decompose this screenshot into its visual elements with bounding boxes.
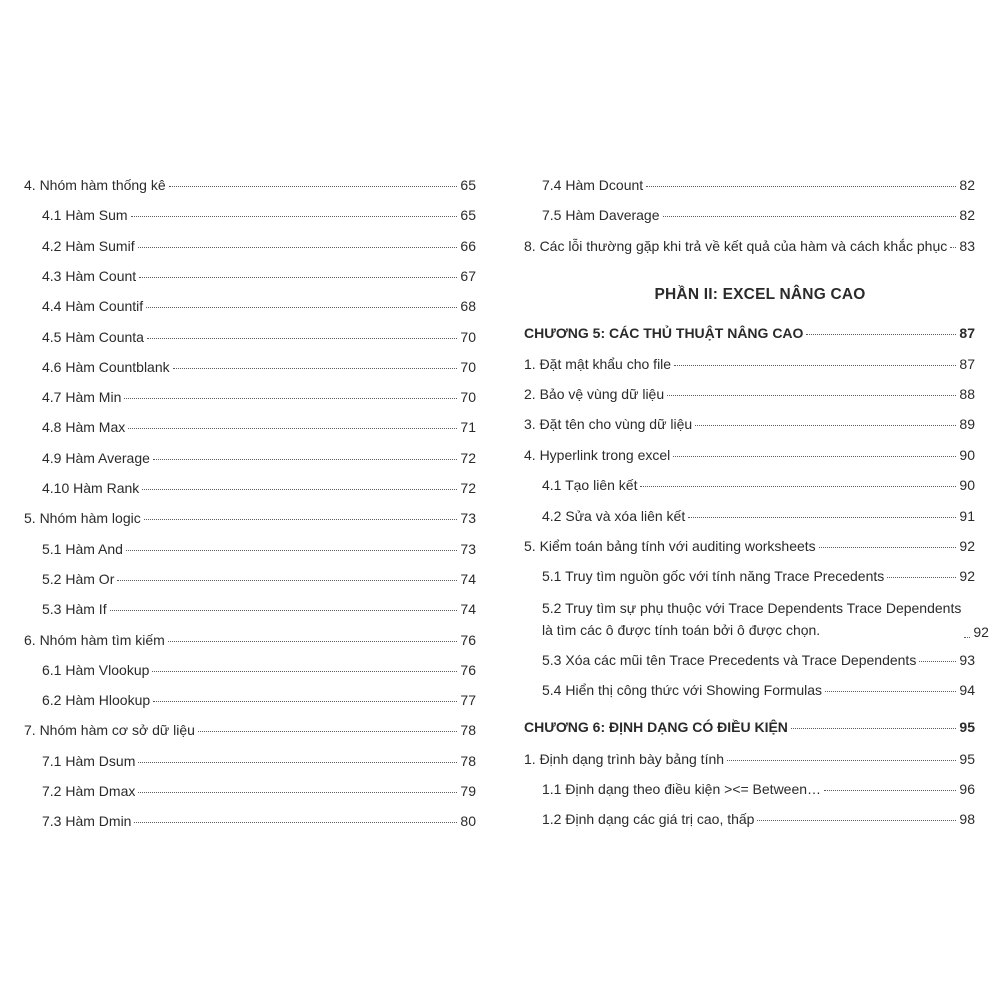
toc-page-number: 80 [460,813,476,830]
toc-page-number: 73 [460,540,476,557]
toc-entry [524,415,975,433]
toc-entry-label: 7.2 Hàm Dmax [42,783,136,799]
toc-entry-label: 1.1 Định dạng theo điều kiện ><= Between… [542,781,822,797]
toc-entry-label: 4. Hyperlink trong excel [524,447,671,463]
toc-entry-label: 1. Định dạng trình bày bảng tính [524,751,725,767]
dot-leader [152,670,457,672]
toc-entry [542,176,975,194]
dot-leader [695,424,956,426]
dot-leader [147,337,457,339]
dot-leader [919,660,956,662]
toc-chapter-entry [524,718,975,736]
toc-entry [42,418,476,436]
toc-entry [24,721,476,739]
toc-entry-label-line: là tìm các ô được tính toán bởi ô được chọn. [542,622,821,638]
toc-entry [42,479,476,497]
dot-leader [153,700,457,702]
toc-entry [42,328,476,346]
dot-leader [139,276,457,278]
toc-entry-label: 4.6 Hàm Countblank [42,358,170,375]
dot-leader [198,730,458,732]
toc-entry-label: 5.3 Xóa các mũi tên Trace Precedents và Trace Dependents [542,652,917,668]
dot-leader [950,246,956,248]
dot-leader [663,215,957,217]
toc-entry [42,782,476,800]
toc-entry-label: 4.9 Hàm Average [42,449,150,466]
toc-page-number: 71 [460,419,476,436]
dot-leader [128,427,457,429]
toc-entry-label: 7.3 Hàm Dmin [42,813,132,830]
toc-page-number: 78 [460,752,476,769]
toc-entry [542,651,975,669]
toc-page-number: 96 [959,781,975,797]
toc-page-number: 78 [460,722,476,739]
toc-page-number: 88 [959,386,975,402]
toc-page-number: 76 [460,661,476,678]
toc-entry-label: 8. Các lỗi thường gặp khi trả về kết quả của hàm và cách khắc phục [524,238,948,254]
toc-page-number: 92 [959,568,975,584]
toc-entry [42,661,476,679]
toc-entry-label: 3. Đặt tên cho vùng dữ liệu [524,416,693,432]
toc-entry-label: 4.3 Hàm Count [42,267,137,284]
toc-page-number: 82 [959,207,975,223]
toc-page-number: 95 [959,751,975,767]
toc-page-number: 79 [460,783,476,799]
toc-entry-label: 4.8 Hàm Max [42,419,126,436]
dot-leader [131,215,458,217]
toc-entry [42,388,476,406]
toc-entry-label: 1.2 Định dạng các giá trị cao, thấp [542,811,755,827]
toc-entry [524,750,975,768]
dot-leader [144,518,458,520]
toc-entry [524,237,975,255]
dot-leader [727,759,956,761]
toc-entry-label: 4. Nhóm hàm thống kê [24,177,166,193]
dot-leader [806,333,956,335]
toc-entry-label: 5.3 Hàm If [42,601,107,618]
toc-entry-label: 7.5 Hàm Daverage [542,207,660,223]
toc-entry [42,449,476,467]
toc-page-number: 90 [959,477,975,493]
toc-entry-label: 4.1 Tạo liên kết [542,477,638,493]
toc-page-number: 98 [959,811,975,827]
toc-entry-label: 6.2 Hàm Hlookup [42,692,151,709]
dot-leader [138,761,457,763]
toc-entry-label: 4.5 Hàm Counta [42,328,144,345]
dot-leader [688,516,956,518]
toc-entry-label: CHƯƠNG 6: ĐỊNH DẠNG CÓ ĐIỀU KIỆN [524,719,788,735]
toc-page-number: 82 [959,177,975,193]
toc-entry [42,237,476,255]
toc-entry-label-line: 5.2 Truy tìm sự phụ thuộc với Trace Dependents Trace Dependents [542,600,962,616]
toc-entry [42,206,476,224]
dot-leader [138,246,458,248]
toc-entry [542,597,989,641]
toc-entry [542,476,975,494]
toc-page-number: 90 [959,447,975,463]
toc-entry-label: 6. Nhóm hàm tìm kiếm [24,631,165,648]
toc-entry [42,358,476,376]
toc-page-number: 77 [460,692,476,709]
toc-page-number: 95 [959,719,975,735]
toc-page-number: 73 [460,510,476,527]
toc-page-number: 70 [460,389,476,406]
dot-leader [142,488,457,490]
dot-leader [964,636,970,638]
toc-entry-label: 7. Nhóm hàm cơ sở dữ liệu [24,722,195,739]
toc-page-number: 92 [973,624,989,640]
part-heading: PHẦN II: EXCEL NÂNG CAO [654,286,866,303]
toc-entry [542,780,975,798]
toc-entry-label: 7.4 Hàm Dcount [542,177,644,193]
dot-leader [169,185,458,187]
dot-leader [134,821,457,823]
toc-entry [524,446,975,464]
toc-entry [524,355,975,373]
toc-entry [542,567,975,585]
toc-entry [524,385,975,403]
dot-leader [173,367,458,369]
dot-leader [824,789,956,791]
toc-entry-label [542,597,961,641]
toc-entry [524,537,975,555]
dot-leader [146,306,457,308]
toc-entry-label: 6.1 Hàm Vlookup [42,661,150,678]
toc-chapter-entry [524,324,975,342]
toc-page-number: 91 [959,508,975,524]
toc-page-number: 70 [460,328,476,345]
dot-leader [825,690,956,692]
toc-page-number: 72 [460,480,476,496]
toc-page-number: 92 [959,538,975,554]
toc-entry-label: 1. Đặt mật khẩu cho file [524,356,672,372]
toc-entry-label: 4.7 Hàm Min [42,389,122,406]
toc-entry-label: 5.2 Hàm Or [42,570,115,587]
toc-entry [42,691,476,709]
toc-entry [24,509,476,527]
toc-entry-label: 7.1 Hàm Dsum [42,752,136,769]
toc-entry-label: 5.4 Hiển thị công thức với Showing Formulas [542,682,823,698]
dot-leader [117,579,457,581]
toc-entry-label: 5.1 Truy tìm nguồn gốc với tính năng Trace Precedents [542,568,885,584]
toc-entry-label: 4.2 Hàm Sumif [42,237,135,254]
toc-page-number: 74 [460,601,476,618]
dot-leader [674,364,956,366]
dot-leader [126,549,457,551]
toc-entry [42,297,476,315]
toc-page-number: 94 [959,682,975,698]
toc-entry [42,752,476,770]
toc-entry-label: 5. Nhóm hàm logic [24,510,141,527]
toc-entry [42,570,476,588]
toc-page-number: 87 [959,356,975,372]
toc-entry-label: CHƯƠNG 5: CÁC THỦ THUẬT NÂNG CAO [524,325,804,341]
toc-page-number: 74 [460,570,476,587]
toc-page-number: 89 [959,416,975,432]
toc-entry [24,631,476,649]
toc-entry-label: 4.10 Hàm Rank [42,480,140,496]
dot-leader [138,791,457,793]
dot-leader [887,576,956,578]
toc-page-number: 83 [959,238,975,254]
toc-page-number: 68 [460,298,476,315]
toc-entry [42,812,476,830]
toc-entry [542,681,975,699]
toc-entry [542,507,975,525]
toc-entry-label: 4.1 Hàm Sum [42,207,128,224]
dot-leader [667,394,956,396]
toc-page-number: 67 [460,267,476,284]
dot-leader [124,397,457,399]
toc-entry [42,540,476,558]
dot-leader [646,185,956,187]
toc-entry [542,206,975,224]
toc-entry [42,600,476,618]
toc-page-number: 65 [460,207,476,224]
toc-entry [24,176,476,194]
toc-entry-label: 5.1 Hàm And [42,540,123,557]
toc-entry-label: 4.4 Hàm Countif [42,298,144,315]
dot-leader [110,609,458,611]
toc-page-number: 65 [460,177,476,193]
dot-leader [168,640,458,642]
dot-leader [673,455,956,457]
dot-leader [640,485,956,487]
dot-leader [819,546,957,548]
toc-entry [42,267,476,285]
toc-entry-label: 4.2 Sửa và xóa liên kết [542,508,686,524]
dot-leader [757,819,956,821]
toc-entry-label: 5. Kiểm toán bảng tính với auditing worksheets [524,538,816,554]
toc-page-number: 66 [460,237,476,254]
toc-page-number: 87 [959,325,975,341]
toc-entry [542,810,975,828]
toc-page-number: 70 [460,358,476,375]
toc-entry-label: 2. Bảo vệ vùng dữ liệu [524,386,665,402]
dot-leader [153,458,458,460]
toc-page-number: 72 [460,449,476,466]
toc-page-number: 93 [959,652,975,668]
toc-page-number: 76 [460,631,476,648]
dot-leader [791,727,957,729]
